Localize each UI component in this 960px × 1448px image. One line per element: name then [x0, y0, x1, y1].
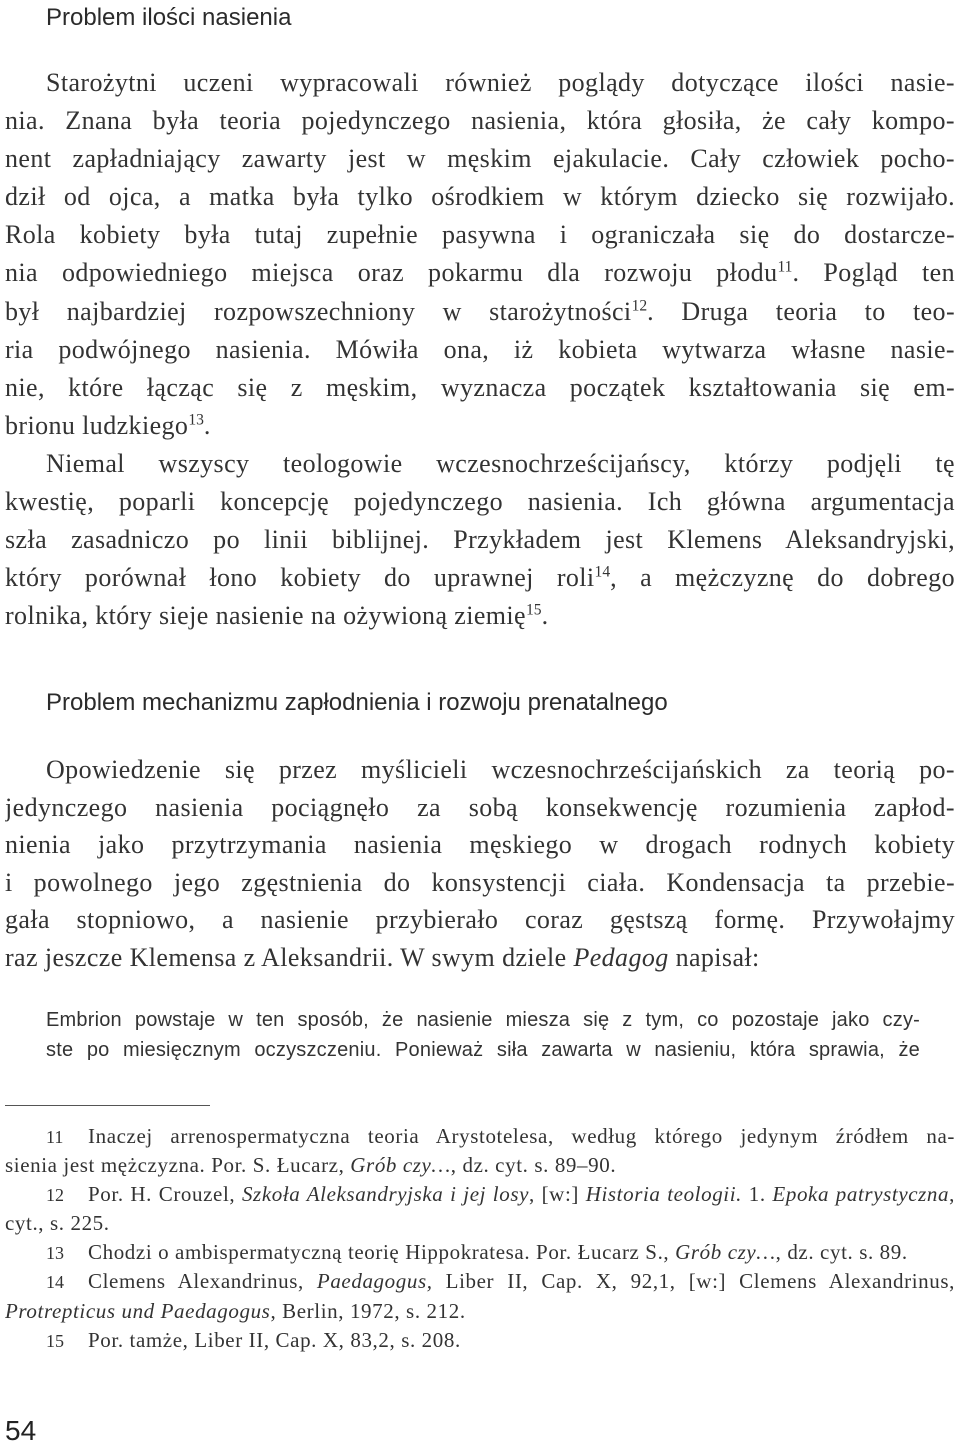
- text-run: . Druga teoria to teo-: [647, 296, 955, 326]
- footnote-number: 13: [46, 1243, 64, 1264]
- italic-text: Epoka patrystyczna: [772, 1182, 950, 1207]
- text-run: Clemens Alexandrinus,: [88, 1269, 317, 1294]
- italic-text: Grób czy…: [675, 1240, 776, 1265]
- text-run: Embrion powstaje w ten sposób, że nasienie miesza się z tym, co pozostaje jako czy-: [46, 1009, 920, 1031]
- italic-text: Paedagogus,: [316, 1269, 433, 1294]
- text-line: [5, 64, 955, 102]
- text-line: [46, 1005, 920, 1035]
- text-line: [5, 597, 955, 635]
- text-run: raz jeszcze Klemensa z Aleksandrii. W swym dziele: [5, 942, 574, 972]
- text-line: [5, 1180, 955, 1209]
- text-line: [5, 293, 955, 331]
- text-line: [5, 826, 955, 864]
- text-run: Rola kobiety była tutaj zupełnie pasywna i ograniczała się do dostarcze-: [5, 220, 955, 250]
- section-body-mechanizm-zaplodnienia: [5, 751, 955, 977]
- italic-text: Protrepticus und Paedagogus: [5, 1298, 271, 1323]
- text-line: [5, 559, 955, 597]
- page-number: 54: [5, 1415, 37, 1446]
- paragraph: [46, 1005, 920, 1065]
- text-run: jedynczego nasienia pociągnęło za sobą konsekwencję rozumienia zapłod-: [5, 792, 955, 822]
- text-run: ria podwójnego nasienia. Mówiła ona, iż kobieta wytwarza własne nasie-: [5, 334, 955, 364]
- footnote-ref-14: 14: [594, 563, 611, 581]
- footnote-number: 15: [46, 1330, 64, 1351]
- text-line: [5, 216, 955, 254]
- footnote-separator: [5, 1105, 210, 1106]
- text-line: [5, 1151, 955, 1180]
- section-heading-mechanizm-zaplodnienia: Problem mechanizmu zapłodnienia i rozwoju prenatalnego: [46, 689, 668, 716]
- paragraph: [5, 445, 955, 635]
- section-body-ilosc-nasienia: [5, 64, 955, 635]
- text-run: nent zapładniający zawarty jest w męskim ejakulacie. Cały człowiek pocho-: [5, 144, 955, 174]
- text-run: Opowiedzenie się przez myślicieli wczesnochrześcijańskich za teorią po-: [46, 755, 955, 784]
- text-run: , Berlin, 1972, s. 212.: [270, 1298, 466, 1323]
- text-run: Chodzi o ambispermatyczną teorię Hippokratesa. Por. Łucarz S.,: [88, 1240, 676, 1265]
- text-line: [5, 789, 955, 827]
- text-line: [5, 445, 955, 483]
- italic-text: Historia teologii.: [585, 1182, 743, 1207]
- text-run: . Pogląd ten: [792, 258, 955, 288]
- footnote-number: 14: [46, 1272, 64, 1293]
- text-line: [5, 254, 955, 292]
- text-run: napisał:: [668, 942, 760, 972]
- text-run: był najbardziej rozpowszechniony w starożytności: [5, 296, 632, 326]
- block-quote: [46, 1005, 920, 1065]
- text-run: sienia jest mężczyzna. Por. S. Łucarz,: [5, 1153, 351, 1178]
- text-line: [5, 1209, 955, 1238]
- text-line: [5, 369, 955, 407]
- footnote-11: [5, 1122, 955, 1180]
- text-run: 1.: [742, 1182, 773, 1207]
- text-run: kwestię, poparli koncepcję pojedynczego nasienia. Ich główna argumentacja: [5, 487, 955, 517]
- footnote-ref-13: 13: [188, 411, 204, 429]
- text-line: [5, 901, 955, 939]
- text-line: [5, 407, 955, 445]
- text-line: [5, 1326, 955, 1355]
- text-line: [5, 939, 955, 977]
- text-run: Liber II, Cap. X, 92,1, [w:] Clemens Alexandrinus,: [432, 1269, 955, 1294]
- text-run: rolnika, który sieje nasienie na ożywioną ziemię: [5, 601, 526, 631]
- italic-text: Pedagog: [573, 942, 669, 972]
- text-line: [5, 178, 955, 216]
- text-run: Por. tamże, Liber II, Cap. X, 83,2, s. 208.: [88, 1327, 461, 1352]
- text-line: [5, 864, 955, 902]
- text-run: ste po miesięcznym oczyszczeniu. Ponieważ siła zawarta w nasieniu, która sprawia, że: [46, 1039, 920, 1061]
- text-run: cyt., s. 225.: [5, 1211, 110, 1236]
- text-run: , dz. cyt. s. 89–90.: [450, 1153, 617, 1178]
- footnote-14: [5, 1267, 955, 1325]
- text-line: [5, 102, 955, 140]
- text-line: [5, 140, 955, 178]
- italic-text: Grób czy…: [350, 1153, 451, 1178]
- text-run: Niemal wszyscy teologowie wczesnochrześcijańscy, którzy podjęli tę: [46, 448, 955, 478]
- paragraph: [5, 64, 955, 445]
- text-run: ,: [949, 1182, 955, 1207]
- text-run: szła zasadniczo po linii biblijnej. Przykładem jest Klemens Aleksandryjski,: [5, 525, 955, 555]
- text-run: , dz. cyt. s. 89.: [775, 1240, 908, 1265]
- text-run: Starożytni uczeni wypracowali również poglądy dotyczące ilości nasie-: [46, 68, 955, 97]
- text-line: [5, 751, 955, 789]
- text-run: i powolnego jego zgęstnienia do konsystencji ciała. Kondensacja ta przebie-: [5, 867, 955, 897]
- footnotes: [5, 1122, 955, 1355]
- text-run: nienia jako przytrzymania nasienia męskiego w drogach rodnych kobiety: [5, 830, 955, 860]
- text-run: nia. Znana była teoria pojedynczego nasienia, która głosiła, że cały kompo-: [5, 106, 955, 136]
- section-heading-ilosc-nasienia: Problem ilości nasienia: [46, 4, 292, 31]
- footnote-15: [5, 1326, 955, 1355]
- text-run: nia odpowiedniego miejsca oraz pokarmu dla rozwoju płodu: [5, 258, 778, 288]
- text-run: nie, które łącząc się z męskim, wyznacza początek kształtowania się em-: [5, 372, 955, 402]
- footnote-ref-15: 15: [525, 601, 542, 619]
- text-run: , [w:]: [529, 1182, 586, 1207]
- text-run: gała stopniowo, a nasienie przybierało coraz gęstszą formę. Przywołajmy: [5, 905, 955, 935]
- text-line: [5, 1267, 955, 1296]
- footnote-number: 11: [46, 1127, 64, 1147]
- text-line: [5, 331, 955, 369]
- paragraph: [5, 751, 955, 977]
- footnote-ref-11: 11: [777, 259, 793, 277]
- text-run: dził od ojca, a matka była tylko ośrodkiem w którym dziecko się rozwijało.: [5, 182, 955, 212]
- text-run: , a mężczyznę do dobrego: [610, 563, 955, 593]
- text-run: który porównał łono kobiety do uprawnej roli: [5, 563, 595, 593]
- text-line: [5, 483, 955, 521]
- footnote-number: 12: [46, 1185, 64, 1206]
- text-run: Por. H. Crouzel,: [88, 1182, 242, 1207]
- text-line: [5, 1297, 955, 1326]
- text-line: [5, 1122, 955, 1151]
- text-line: [5, 521, 955, 559]
- text-run: brionu ludzkiego: [5, 410, 189, 440]
- text-run: .: [541, 601, 549, 631]
- text-run: .: [203, 410, 211, 440]
- footnote-ref-12: 12: [631, 297, 648, 315]
- italic-text: Szkoła Aleksandryjska i jej losy: [241, 1182, 530, 1207]
- footnote-13: [5, 1238, 955, 1267]
- text-line: [5, 1238, 955, 1267]
- footnote-12: [5, 1180, 955, 1238]
- text-run: Inaczej arrenospermatyczna teoria Arystotelesa, według którego jedynym źródłem na-: [88, 1124, 955, 1148]
- text-line: [46, 1035, 920, 1065]
